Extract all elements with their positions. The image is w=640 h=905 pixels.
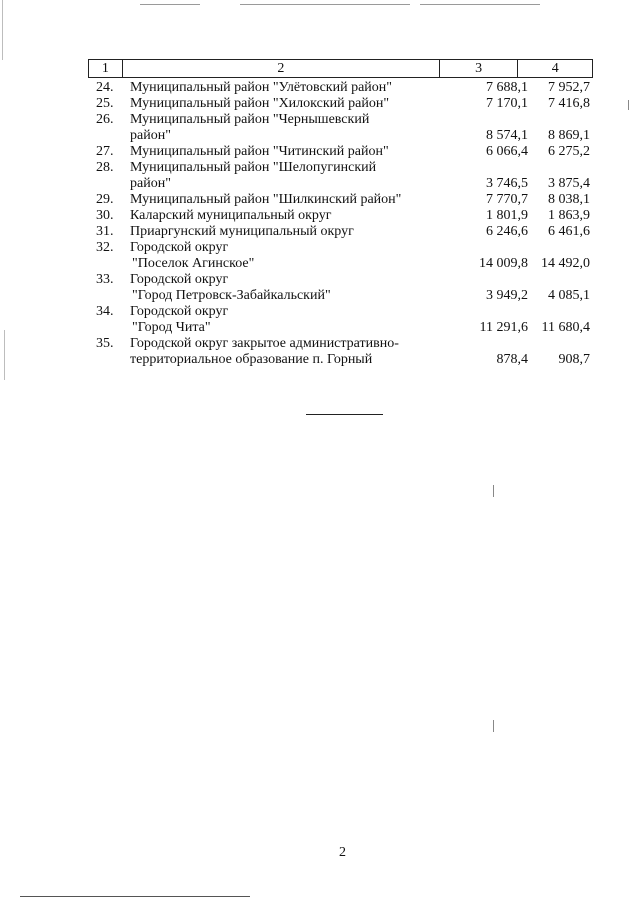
row-name [130,336,430,368]
row-name [130,272,430,304]
page-number: 2 [339,845,346,860]
row-value-col-3: 6 246,6 [486,224,528,239]
row-name-line: "Поселок Агинское" [132,256,255,271]
row-name [130,208,430,224]
row-value-col-3: 8 574,1 [486,128,528,143]
row-number: 24. [96,80,114,95]
row-value-col-4: 8 038,1 [548,192,590,207]
row-value-col-4: 6 461,6 [548,224,590,239]
table-header-col-2: 2 [122,60,439,77]
row-value-col-3: 14 009,8 [479,256,528,271]
row-value-col-3: 1 801,9 [486,208,528,223]
scan-artifact-bottom-line [20,896,250,897]
table-row [96,80,596,96]
row-name [130,304,430,336]
table-row [96,208,596,224]
table-row [96,272,596,304]
row-number: 34. [96,304,114,319]
row-value-col-3: 3 949,2 [486,288,528,303]
closing-rule [306,414,383,415]
row-value-col-4: 7 416,8 [548,96,590,111]
row-name-line: Каларский муниципальный округ [130,208,332,223]
row-number: 26. [96,112,114,127]
table-row [96,112,596,144]
row-number: 25. [96,96,114,111]
table-header-col-1: 1 [101,61,109,76]
row-name [130,224,430,240]
row-name [130,96,430,112]
row-name [130,240,430,272]
row-value-col-3: 3 746,5 [486,176,528,191]
row-number: 28. [96,160,114,175]
table-header-col-4: 4 [517,60,592,77]
row-number: 29. [96,192,114,207]
table-row [96,144,596,160]
row-name-line: Муниципальный район "Шилкинский район" [130,192,402,207]
table-row [96,160,596,192]
row-number: 35. [96,336,114,351]
row-value-col-4: 8 869,1 [548,128,590,143]
row-name-line: Приаргунский муниципальный округ [130,224,354,239]
row-value-col-3: 6 066,4 [486,144,528,159]
scan-artifact-mark-2 [493,720,494,732]
row-name [130,80,430,96]
row-value-col-4: 908,7 [558,352,590,367]
row-value-col-4: 3 875,4 [548,176,590,191]
table-header-row [88,59,593,78]
row-name-line: Муниципальный район "Хилокский район" [130,96,390,111]
row-number: 30. [96,208,114,223]
row-value-col-4: 7 952,7 [548,80,590,95]
row-name [130,160,430,192]
row-value-col-3: 7 170,1 [486,96,528,111]
row-name-line: территориальное образование п. Горный [130,352,373,367]
row-name-line: Городской округ [130,272,229,287]
row-number: 33. [96,272,114,287]
table-row [96,304,596,336]
row-name-line: Муниципальный район "Читинский район" [130,144,389,159]
scan-artifact-mark-3 [628,100,629,110]
row-value-col-4: 14 492,0 [541,256,590,271]
row-name-line: Муниципальный район "Улётовский район" [130,80,392,95]
row-name-line: Городской округ закрытое административно- [130,336,399,351]
scan-artifact-top-line [140,4,200,5]
scan-artifact-top-line-3 [420,4,540,5]
scan-artifact-mark [493,485,494,497]
table-row [96,224,596,240]
row-name-line: район" [130,128,171,143]
row-value-col-4: 1 863,9 [548,208,590,223]
row-number: 31. [96,224,114,239]
row-name-line: Городской округ [130,240,229,255]
row-name-line: "Город Петровск-Забайкальский" [132,288,331,303]
row-value-col-4: 4 085,1 [548,288,590,303]
row-value-col-4: 6 275,2 [548,144,590,159]
row-value-col-3: 878,4 [496,352,528,367]
row-number: 32. [96,240,114,255]
table-row [96,336,596,368]
table-row [96,96,596,112]
row-name [130,144,430,160]
table-body [96,80,596,368]
row-value-col-3: 7 688,1 [486,80,528,95]
row-name-line: район" [130,176,171,191]
row-name-line: "Город Чита" [132,320,211,335]
row-name-line: Муниципальный район "Шелопугинский [130,160,377,175]
row-name [130,192,430,208]
table-row [96,192,596,208]
row-name [130,112,430,144]
row-value-col-3: 7 770,7 [486,192,528,207]
row-value-col-3: 11 291,6 [479,320,528,335]
row-name-line: Муниципальный район "Чернышевский [130,112,370,127]
scan-artifact-left-edge [2,0,3,60]
scan-artifact-top-line-2 [240,4,410,5]
scan-artifact-left-edge-2 [4,330,5,380]
table-row [96,240,596,272]
row-number: 27. [96,144,114,159]
table-header-col-3: 3 [439,60,518,77]
row-name-line: Городской округ [130,304,229,319]
row-value-col-4: 11 680,4 [541,320,590,335]
